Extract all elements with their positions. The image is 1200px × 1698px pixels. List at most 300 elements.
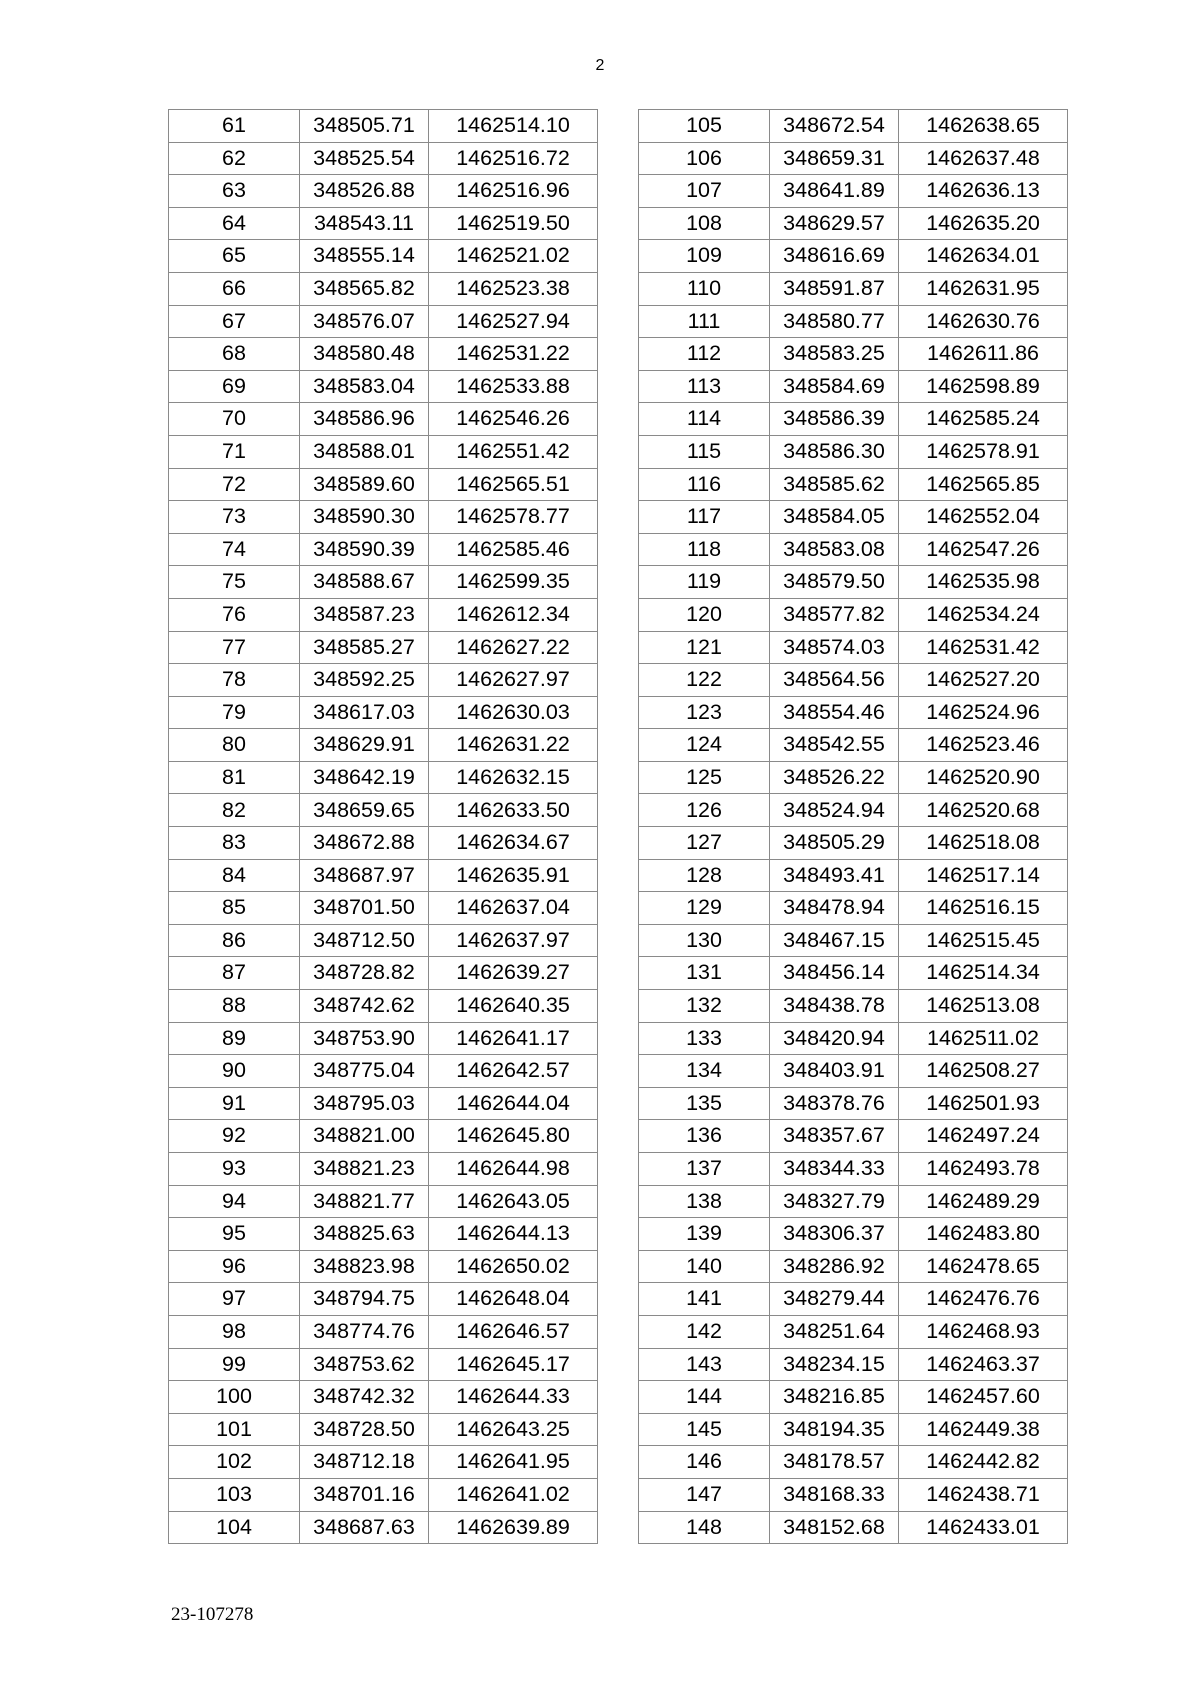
point-number-cell: 144: [639, 1381, 770, 1414]
x-coordinate-cell: 348524.94: [770, 794, 899, 827]
y-coordinate-cell: 1462630.03: [429, 696, 598, 729]
table-row: [169, 1120, 598, 1153]
x-coordinate-cell: 348821.77: [300, 1185, 429, 1218]
table-row: [169, 338, 598, 371]
y-coordinate-cell: 1462612.34: [429, 598, 598, 631]
y-coordinate-cell: 1462468.93: [899, 1315, 1068, 1348]
y-coordinate-cell: 1462636.13: [899, 175, 1068, 208]
table-row: [639, 1120, 1068, 1153]
point-number-cell: 64: [169, 207, 300, 240]
x-coordinate-cell: 348728.82: [300, 957, 429, 990]
point-number-cell: 146: [639, 1446, 770, 1479]
table-row: [169, 924, 598, 957]
point-number-cell: 62: [169, 142, 300, 175]
y-coordinate-cell: 1462631.22: [429, 729, 598, 762]
point-number-cell: 121: [639, 631, 770, 664]
y-coordinate-cell: 1462497.24: [899, 1120, 1068, 1153]
point-number-cell: 76: [169, 598, 300, 631]
table-row: [639, 1348, 1068, 1381]
x-coordinate-cell: 348505.71: [300, 110, 429, 143]
x-coordinate-cell: 348775.04: [300, 1055, 429, 1088]
document-code: 23-107278: [171, 1604, 254, 1625]
x-coordinate-cell: 348168.33: [770, 1478, 899, 1511]
y-coordinate-cell: 1462516.96: [429, 175, 598, 208]
table-row: [639, 598, 1068, 631]
table-row: [169, 370, 598, 403]
x-coordinate-cell: 348216.85: [770, 1381, 899, 1414]
table-row: [639, 1218, 1068, 1251]
y-coordinate-cell: 1462463.37: [899, 1348, 1068, 1381]
x-coordinate-cell: 348687.97: [300, 859, 429, 892]
y-coordinate-cell: 1462635.20: [899, 207, 1068, 240]
point-number-cell: 118: [639, 533, 770, 566]
y-coordinate-cell: 1462527.20: [899, 664, 1068, 697]
point-number-cell: 120: [639, 598, 770, 631]
y-coordinate-cell: 1462514.10: [429, 110, 598, 143]
y-coordinate-cell: 1462476.76: [899, 1283, 1068, 1316]
x-coordinate-cell: 348586.39: [770, 403, 899, 436]
x-coordinate-cell: 348821.23: [300, 1153, 429, 1186]
y-coordinate-cell: 1462489.29: [899, 1185, 1068, 1218]
y-coordinate-cell: 1462611.86: [899, 338, 1068, 371]
x-coordinate-cell: 348344.33: [770, 1153, 899, 1186]
y-coordinate-cell: 1462449.38: [899, 1413, 1068, 1446]
point-number-cell: 71: [169, 435, 300, 468]
table-row: [169, 468, 598, 501]
x-coordinate-cell: 348585.27: [300, 631, 429, 664]
point-number-cell: 103: [169, 1478, 300, 1511]
y-coordinate-cell: 1462637.48: [899, 142, 1068, 175]
point-number-cell: 138: [639, 1185, 770, 1218]
table-row: [169, 696, 598, 729]
point-number-cell: 100: [169, 1381, 300, 1414]
y-coordinate-cell: 1462517.14: [899, 859, 1068, 892]
point-number-cell: 69: [169, 370, 300, 403]
x-coordinate-cell: 348728.50: [300, 1413, 429, 1446]
point-number-cell: 134: [639, 1055, 770, 1088]
y-coordinate-cell: 1462598.89: [899, 370, 1068, 403]
table-row: [639, 1022, 1068, 1055]
x-coordinate-cell: 348659.65: [300, 794, 429, 827]
x-coordinate-cell: 348589.60: [300, 468, 429, 501]
x-coordinate-cell: 348590.39: [300, 533, 429, 566]
point-number-cell: 97: [169, 1283, 300, 1316]
table-row: [169, 207, 598, 240]
x-coordinate-cell: 348825.63: [300, 1218, 429, 1251]
x-coordinate-cell: 348823.98: [300, 1250, 429, 1283]
point-number-cell: 90: [169, 1055, 300, 1088]
y-coordinate-cell: 1462627.22: [429, 631, 598, 664]
x-coordinate-cell: 348794.75: [300, 1283, 429, 1316]
x-coordinate-cell: 348194.35: [770, 1413, 899, 1446]
x-coordinate-cell: 348438.78: [770, 990, 899, 1023]
table-row: [639, 1446, 1068, 1479]
point-number-cell: 125: [639, 761, 770, 794]
y-coordinate-cell: 1462438.71: [899, 1478, 1068, 1511]
table-row: [639, 631, 1068, 664]
point-number-cell: 117: [639, 501, 770, 534]
x-coordinate-cell: 348577.82: [770, 598, 899, 631]
y-coordinate-cell: 1462531.22: [429, 338, 598, 371]
x-coordinate-cell: 348588.67: [300, 566, 429, 599]
point-number-cell: 136: [639, 1120, 770, 1153]
y-coordinate-cell: 1462627.97: [429, 664, 598, 697]
table-row: [639, 729, 1068, 762]
x-coordinate-cell: 348586.30: [770, 435, 899, 468]
x-coordinate-cell: 348701.50: [300, 892, 429, 925]
y-coordinate-cell: 1462547.26: [899, 533, 1068, 566]
table-row: [169, 110, 598, 143]
table-row: [169, 794, 598, 827]
y-coordinate-cell: 1462644.13: [429, 1218, 598, 1251]
y-coordinate-cell: 1462632.15: [429, 761, 598, 794]
x-coordinate-cell: 348178.57: [770, 1446, 899, 1479]
x-coordinate-cell: 348542.55: [770, 729, 899, 762]
point-number-cell: 94: [169, 1185, 300, 1218]
point-number-cell: 67: [169, 305, 300, 338]
table-row: [639, 859, 1068, 892]
y-coordinate-cell: 1462501.93: [899, 1087, 1068, 1120]
y-coordinate-cell: 1462478.65: [899, 1250, 1068, 1283]
y-coordinate-cell: 1462599.35: [429, 566, 598, 599]
point-number-cell: 119: [639, 566, 770, 599]
table-row: [169, 859, 598, 892]
y-coordinate-cell: 1462635.91: [429, 859, 598, 892]
point-number-cell: 80: [169, 729, 300, 762]
x-coordinate-cell: 348234.15: [770, 1348, 899, 1381]
table-row: [639, 110, 1068, 143]
table-row: [639, 1055, 1068, 1088]
y-coordinate-cell: 1462637.97: [429, 924, 598, 957]
y-coordinate-cell: 1462643.25: [429, 1413, 598, 1446]
point-number-cell: 105: [639, 110, 770, 143]
x-coordinate-cell: 348672.54: [770, 110, 899, 143]
point-number-cell: 77: [169, 631, 300, 664]
table-row: [169, 1315, 598, 1348]
table-row: [639, 468, 1068, 501]
table-row: [169, 1022, 598, 1055]
point-number-cell: 116: [639, 468, 770, 501]
x-coordinate-cell: 348672.88: [300, 827, 429, 860]
x-coordinate-cell: 348742.32: [300, 1381, 429, 1414]
table-row: [639, 957, 1068, 990]
table-row: [639, 501, 1068, 534]
x-coordinate-cell: 348585.62: [770, 468, 899, 501]
point-number-cell: 63: [169, 175, 300, 208]
x-coordinate-cell: 348588.01: [300, 435, 429, 468]
page-number: 2: [595, 57, 605, 74]
point-number-cell: 141: [639, 1283, 770, 1316]
point-number-cell: 129: [639, 892, 770, 925]
table-row: [169, 990, 598, 1023]
x-coordinate-cell: 348795.03: [300, 1087, 429, 1120]
x-coordinate-cell: 348467.15: [770, 924, 899, 957]
point-number-cell: 124: [639, 729, 770, 762]
y-coordinate-cell: 1462518.08: [899, 827, 1068, 860]
point-number-cell: 135: [639, 1087, 770, 1120]
x-coordinate-cell: 348251.64: [770, 1315, 899, 1348]
x-coordinate-cell: 348478.94: [770, 892, 899, 925]
x-coordinate-cell: 348616.69: [770, 240, 899, 273]
y-coordinate-cell: 1462534.24: [899, 598, 1068, 631]
y-coordinate-cell: 1462531.42: [899, 631, 1068, 664]
table-row: [169, 827, 598, 860]
y-coordinate-cell: 1462523.46: [899, 729, 1068, 762]
table-row: [639, 696, 1068, 729]
table-row: [639, 664, 1068, 697]
y-coordinate-cell: 1462516.72: [429, 142, 598, 175]
point-number-cell: 142: [639, 1315, 770, 1348]
table-row: [169, 1283, 598, 1316]
point-number-cell: 139: [639, 1218, 770, 1251]
y-coordinate-cell: 1462546.26: [429, 403, 598, 436]
point-number-cell: 65: [169, 240, 300, 273]
point-number-cell: 132: [639, 990, 770, 1023]
y-coordinate-cell: 1462523.38: [429, 272, 598, 305]
y-coordinate-cell: 1462634.01: [899, 240, 1068, 273]
point-number-cell: 83: [169, 827, 300, 860]
point-number-cell: 81: [169, 761, 300, 794]
table-row: [169, 1446, 598, 1479]
point-number-cell: 104: [169, 1511, 300, 1544]
y-coordinate-cell: 1462638.65: [899, 110, 1068, 143]
y-coordinate-cell: 1462645.17: [429, 1348, 598, 1381]
x-coordinate-cell: 348279.44: [770, 1283, 899, 1316]
point-number-cell: 137: [639, 1153, 770, 1186]
table-row: [169, 664, 598, 697]
y-coordinate-cell: 1462643.05: [429, 1185, 598, 1218]
point-number-cell: 73: [169, 501, 300, 534]
y-coordinate-cell: 1462514.34: [899, 957, 1068, 990]
y-coordinate-cell: 1462433.01: [899, 1511, 1068, 1544]
table-row: [639, 1283, 1068, 1316]
y-coordinate-cell: 1462533.88: [429, 370, 598, 403]
point-number-cell: 126: [639, 794, 770, 827]
x-coordinate-cell: 348712.18: [300, 1446, 429, 1479]
x-coordinate-cell: 348592.25: [300, 664, 429, 697]
y-coordinate-cell: 1462641.02: [429, 1478, 598, 1511]
x-coordinate-cell: 348378.76: [770, 1087, 899, 1120]
point-number-cell: 148: [639, 1511, 770, 1544]
point-number-cell: 133: [639, 1022, 770, 1055]
point-number-cell: 115: [639, 435, 770, 468]
y-coordinate-cell: 1462634.67: [429, 827, 598, 860]
x-coordinate-cell: 348580.77: [770, 305, 899, 338]
table-row: [169, 1381, 598, 1414]
point-number-cell: 88: [169, 990, 300, 1023]
table-row: [639, 794, 1068, 827]
y-coordinate-cell: 1462519.50: [429, 207, 598, 240]
x-coordinate-cell: 348420.94: [770, 1022, 899, 1055]
table-row: [169, 892, 598, 925]
table-row: [169, 957, 598, 990]
x-coordinate-cell: 348641.89: [770, 175, 899, 208]
table-row: [639, 533, 1068, 566]
table-row: [169, 729, 598, 762]
table-row: [639, 370, 1068, 403]
x-coordinate-cell: 348543.11: [300, 207, 429, 240]
y-coordinate-cell: 1462633.50: [429, 794, 598, 827]
y-coordinate-cell: 1462513.08: [899, 990, 1068, 1023]
table-row: [169, 175, 598, 208]
x-coordinate-cell: 348327.79: [770, 1185, 899, 1218]
y-coordinate-cell: 1462524.96: [899, 696, 1068, 729]
y-coordinate-cell: 1462516.15: [899, 892, 1068, 925]
table-row: [639, 1413, 1068, 1446]
point-number-cell: 122: [639, 664, 770, 697]
point-number-cell: 111: [639, 305, 770, 338]
table-row: [169, 1511, 598, 1544]
y-coordinate-cell: 1462645.80: [429, 1120, 598, 1153]
x-coordinate-cell: 348583.04: [300, 370, 429, 403]
point-number-cell: 96: [169, 1250, 300, 1283]
x-coordinate-cell: 348526.88: [300, 175, 429, 208]
x-coordinate-cell: 348403.91: [770, 1055, 899, 1088]
point-number-cell: 113: [639, 370, 770, 403]
x-coordinate-cell: 348505.29: [770, 827, 899, 860]
y-coordinate-cell: 1462644.04: [429, 1087, 598, 1120]
y-coordinate-cell: 1462520.68: [899, 794, 1068, 827]
point-number-cell: 145: [639, 1413, 770, 1446]
x-coordinate-cell: 348152.68: [770, 1511, 899, 1544]
y-coordinate-cell: 1462565.51: [429, 468, 598, 501]
x-coordinate-cell: 348753.62: [300, 1348, 429, 1381]
x-coordinate-cell: 348629.91: [300, 729, 429, 762]
x-coordinate-cell: 348456.14: [770, 957, 899, 990]
x-coordinate-cell: 348584.05: [770, 501, 899, 534]
point-number-cell: 93: [169, 1153, 300, 1186]
point-number-cell: 110: [639, 272, 770, 305]
table-row: [169, 1185, 598, 1218]
y-coordinate-cell: 1462551.42: [429, 435, 598, 468]
table-row: [169, 435, 598, 468]
y-coordinate-cell: 1462631.95: [899, 272, 1068, 305]
table-row: [639, 827, 1068, 860]
y-coordinate-cell: 1462511.02: [899, 1022, 1068, 1055]
coordinates-table-left: [168, 109, 598, 1544]
x-coordinate-cell: 348590.30: [300, 501, 429, 534]
y-coordinate-cell: 1462578.91: [899, 435, 1068, 468]
x-coordinate-cell: 348306.37: [770, 1218, 899, 1251]
table-row: [169, 501, 598, 534]
table-row: [169, 631, 598, 664]
table-row: [639, 1478, 1068, 1511]
point-number-cell: 130: [639, 924, 770, 957]
x-coordinate-cell: 348617.03: [300, 696, 429, 729]
point-number-cell: 86: [169, 924, 300, 957]
point-number-cell: 106: [639, 142, 770, 175]
x-coordinate-cell: 348576.07: [300, 305, 429, 338]
point-number-cell: 89: [169, 1022, 300, 1055]
coordinates-table-right: [638, 109, 1068, 1544]
point-number-cell: 66: [169, 272, 300, 305]
x-coordinate-cell: 348583.25: [770, 338, 899, 371]
x-coordinate-cell: 348525.54: [300, 142, 429, 175]
x-coordinate-cell: 348579.50: [770, 566, 899, 599]
y-coordinate-cell: 1462642.57: [429, 1055, 598, 1088]
point-number-cell: 98: [169, 1315, 300, 1348]
y-coordinate-cell: 1462527.94: [429, 305, 598, 338]
point-number-cell: 95: [169, 1218, 300, 1251]
point-number-cell: 74: [169, 533, 300, 566]
x-coordinate-cell: 348357.67: [770, 1120, 899, 1153]
y-coordinate-cell: 1462640.35: [429, 990, 598, 1023]
y-coordinate-cell: 1462493.78: [899, 1153, 1068, 1186]
point-number-cell: 143: [639, 1348, 770, 1381]
y-coordinate-cell: 1462650.02: [429, 1250, 598, 1283]
y-coordinate-cell: 1462648.04: [429, 1283, 598, 1316]
point-number-cell: 109: [639, 240, 770, 273]
table-row: [169, 272, 598, 305]
table-row: [169, 598, 598, 631]
y-coordinate-cell: 1462578.77: [429, 501, 598, 534]
point-number-cell: 84: [169, 859, 300, 892]
x-coordinate-cell: 348555.14: [300, 240, 429, 273]
x-coordinate-cell: 348687.63: [300, 1511, 429, 1544]
table-body: [639, 110, 1068, 1544]
y-coordinate-cell: 1462637.04: [429, 892, 598, 925]
point-number-cell: 102: [169, 1446, 300, 1479]
point-number-cell: 87: [169, 957, 300, 990]
x-coordinate-cell: 348629.57: [770, 207, 899, 240]
table-row: [639, 1087, 1068, 1120]
y-coordinate-cell: 1462442.82: [899, 1446, 1068, 1479]
table-row: [169, 566, 598, 599]
x-coordinate-cell: 348774.76: [300, 1315, 429, 1348]
table-row: [639, 566, 1068, 599]
y-coordinate-cell: 1462508.27: [899, 1055, 1068, 1088]
point-number-cell: 108: [639, 207, 770, 240]
point-number-cell: 140: [639, 1250, 770, 1283]
x-coordinate-cell: 348701.16: [300, 1478, 429, 1511]
table-row: [169, 1087, 598, 1120]
y-coordinate-cell: 1462641.17: [429, 1022, 598, 1055]
table-row: [639, 1153, 1068, 1186]
point-number-cell: 70: [169, 403, 300, 436]
table-row: [169, 142, 598, 175]
point-number-cell: 61: [169, 110, 300, 143]
point-number-cell: 75: [169, 566, 300, 599]
x-coordinate-cell: 348587.23: [300, 598, 429, 631]
x-coordinate-cell: 348659.31: [770, 142, 899, 175]
table-row: [639, 924, 1068, 957]
table-row: [639, 1315, 1068, 1348]
y-coordinate-cell: 1462644.33: [429, 1381, 598, 1414]
table-body: [169, 110, 598, 1544]
table-row: [639, 1185, 1068, 1218]
x-coordinate-cell: 348586.96: [300, 403, 429, 436]
y-coordinate-cell: 1462639.89: [429, 1511, 598, 1544]
y-coordinate-cell: 1462646.57: [429, 1315, 598, 1348]
table-row: [639, 305, 1068, 338]
x-coordinate-cell: 348493.41: [770, 859, 899, 892]
x-coordinate-cell: 348554.46: [770, 696, 899, 729]
x-coordinate-cell: 348642.19: [300, 761, 429, 794]
table-row: [169, 240, 598, 273]
table-row: [169, 1055, 598, 1088]
table-row: [169, 1218, 598, 1251]
point-number-cell: 107: [639, 175, 770, 208]
table-row: [169, 1348, 598, 1381]
x-coordinate-cell: 348753.90: [300, 1022, 429, 1055]
x-coordinate-cell: 348286.92: [770, 1250, 899, 1283]
table-row: [169, 1478, 598, 1511]
x-coordinate-cell: 348580.48: [300, 338, 429, 371]
table-row: [639, 761, 1068, 794]
point-number-cell: 99: [169, 1348, 300, 1381]
table-row: [639, 1511, 1068, 1544]
point-number-cell: 91: [169, 1087, 300, 1120]
